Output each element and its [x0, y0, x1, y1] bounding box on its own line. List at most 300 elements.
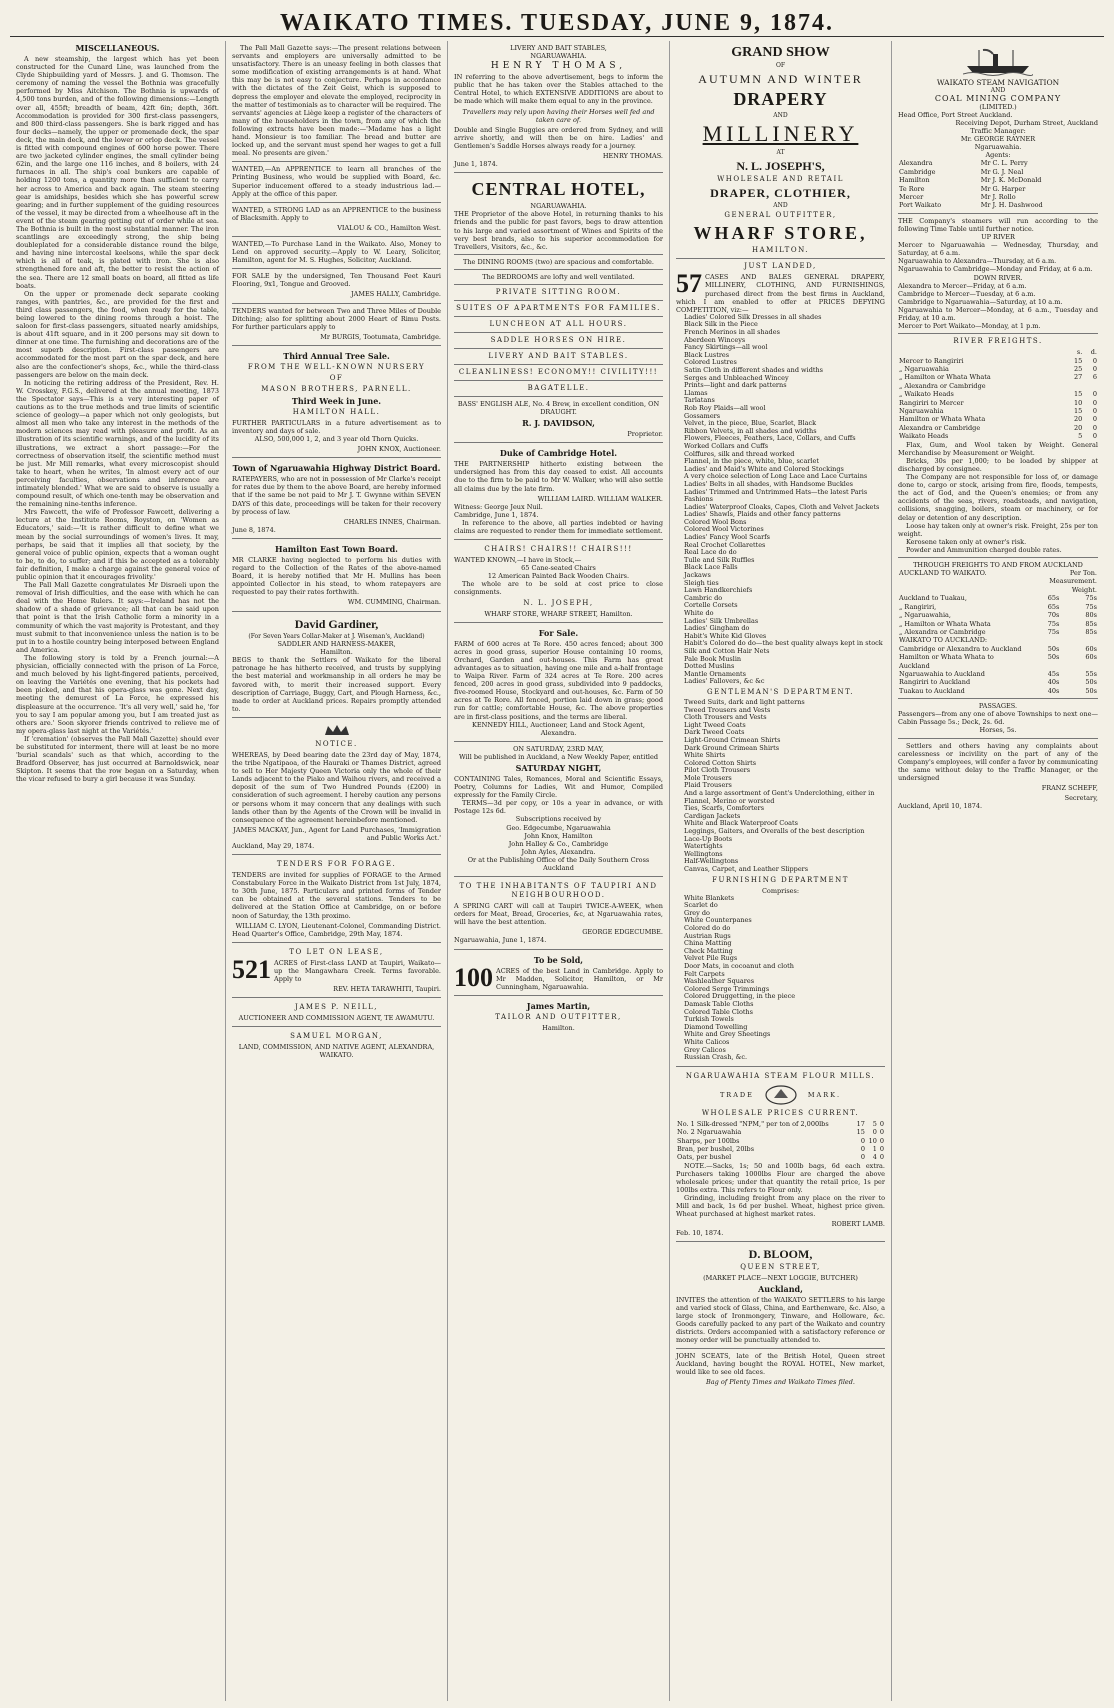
list-item: Cardigan Jackets	[684, 811, 741, 820]
agent-name: Mr G. Harper	[980, 184, 1026, 193]
east-town-board-ad	[232, 539, 441, 612]
list-item: Colored Lustres	[684, 358, 737, 367]
table-header-row	[898, 577, 1098, 594]
list-item: Ladies' Colored Silk Dresses in all shades	[684, 312, 822, 321]
grand-show-ad	[676, 41, 885, 1067]
table-row	[898, 628, 1098, 636]
list-item: Mantle Ornaments	[684, 669, 746, 678]
price-pounds: 0	[860, 1144, 865, 1153]
list-item: Black Lace Falls	[684, 563, 738, 572]
freight-d: 0	[1092, 398, 1097, 407]
list-item: Habit's Colored do do—the best quality always kept in stock	[684, 639, 883, 648]
ad-title: Town of Ngaruawahia Highway District Board.	[232, 463, 441, 474]
ad-line: (MARKET PLACE—NEXT LOGGIE, BUTCHER)	[703, 1273, 858, 1282]
weight: 80s	[1085, 611, 1097, 620]
ad-signature: VIALOU & CO., Hamilton West.	[337, 223, 441, 232]
steamship-icon	[963, 46, 1033, 76]
list-item: Turkish Towels	[684, 1015, 734, 1024]
list-item: Sleigh ties	[684, 578, 719, 587]
section-heading: PASSAGES.	[978, 702, 1018, 711]
ad-title: D. BLOOM,	[748, 1246, 813, 1261]
price-item: Bran, per bushel, 20lbs	[677, 1144, 755, 1153]
ad-line: 65 Cane-seated Chairs 12 American Painted Back Wooden Chairs.	[487, 564, 630, 581]
ad-text: NOTE.—Sacks, 1s; 50 and 100lb bags, 6d each extra. Purchasers taking 1000lbs Flour are charged the above wholesale prices; under that quantity the retail price, 1s per 100lbs extra. This refers to Flour only.	[676, 1161, 885, 1195]
freights-table	[898, 348, 1098, 440]
agent-place: Hamilton	[899, 176, 930, 185]
freight-route: Alexandra or Cambridge	[899, 423, 981, 432]
measurement: 50s	[1047, 653, 1060, 662]
list-item: Aberdeen Winceys	[684, 335, 746, 344]
freight-s	[1065, 382, 1083, 390]
ad-text: JOHN SCEATS, late of the British Hotel, Queen street Auckland, having bought the ROYAL HOTEL, New market, would like to see old faces.	[676, 1352, 885, 1377]
article-paragraph: On the upper or promenade deck separate cooking ranges, with pantries, &c., are provided for the first and third class passengers, the food, when ready for the table, being lowered to the dining rooms through a hoist. The saloon for first-class passengers, situated nearly amidships, is about 41ft square, and in it 200 persons may sit down to dinner at one time. The furnishing and decorations are of the most superb description. First-class passengers are accommodated for the most part on the spar deck, and here also are the confectioner's shops, &c., while the third-class passengers are below on the main deck.	[16, 289, 219, 379]
divider	[454, 300, 663, 301]
list-item: Colored do do	[684, 924, 731, 933]
list-item: Ladies' Waterproof Cloaks, Capes, Cloth and Velvet Jackets	[684, 502, 880, 511]
list-item: Ladies' and Maid's White and Colored Stockings	[684, 464, 844, 473]
hotel-line: BAGATELLE.	[527, 383, 590, 392]
list-item: Silk and Cotton Hair Nets	[684, 646, 770, 655]
schedule-line: Ngaruawahia to Mercer—Monday, at 6 a.m., Tuesday and Friday, at 10 a.m.	[898, 305, 1098, 322]
measurement: 40s	[1047, 678, 1060, 687]
freight-route: Waikato Heads	[899, 432, 949, 441]
table-row	[898, 603, 1098, 611]
list-item: Habit's White Kid Gloves	[684, 631, 767, 640]
table-row	[898, 159, 1098, 167]
column-header: AUCKLAND TO WAIKATO.	[899, 569, 987, 578]
ad-line: AND	[990, 87, 1006, 95]
freight-s: 15	[1074, 390, 1083, 399]
measurement: 50s	[1047, 644, 1060, 653]
table-row	[898, 168, 1098, 176]
ad-date: June 8, 1874.	[232, 525, 276, 534]
ad-signature: Mr BURGIS, Tootumata, Cambridge.	[320, 332, 441, 341]
freight-s: 20	[1074, 423, 1083, 432]
miscellaneous-heading: MISCELLANEOUS.	[75, 43, 160, 53]
table-header-row	[898, 348, 1098, 356]
ad-text: WANTED KNOWN,—I have in Stock,—	[454, 556, 582, 565]
ad-line: HAMILTON.	[752, 246, 809, 255]
list-item: Real Crochet Collarettes	[684, 540, 766, 549]
ad-line: WHOLESALE AND RETAIL	[717, 174, 844, 183]
freight-s: 20	[1074, 415, 1083, 424]
ad-line: N. L. JOSEPH'S,	[736, 158, 825, 173]
ad-text: TENDERS are invited for supplies of FORAGE to the Armed Constabulary Force in the Waikato District from 1st July, 1874, to 30th June, 1875. Particulars and printed forms of Tender can be obtained at the several stations. Tenders to be delivered at the Station Office at Cambridge, on or before noon of Saturday, the 13th proximo.	[232, 871, 441, 920]
trade-label: TRADE	[719, 1090, 754, 1099]
column-two	[226, 41, 448, 1701]
ad-signature: FRANZ SCHEFF,	[1041, 784, 1098, 792]
ad-text: INVITES the attention of the WAIKATO SETTLERS to his large and varied stock of Glass, China, and Earthenware, &c. Also, a large stock of Ironmongery, Tinware, and Holloware, &c. Goods carefully packed to any part of the Waikato and country districts. Orders accompanied with a satisfactory reference or money order will be punctually attended to.	[676, 1295, 885, 1345]
table-row	[898, 365, 1098, 373]
schedule-line: Cambridge to Mercer—Tuesday, at 6 a.m.	[898, 289, 1036, 298]
list-item: Watertights	[684, 842, 723, 851]
freight-d: 0	[1092, 365, 1097, 373]
ad-text: FOR SALE by the undersigned, Ten Thousand Feet Kauri Flooring, 9x1, Tongue and Grooved.	[232, 272, 441, 289]
price-pence: 0	[879, 1119, 884, 1128]
column-three	[448, 41, 670, 1701]
ad-signature: JAMES MACKAY, Jun., Agent for Land Purchases, 'Immigration and Public Works Act.'	[233, 825, 441, 842]
list-item: Colored Cotton Shirts	[684, 758, 757, 767]
price-pounds: 17	[856, 1119, 865, 1128]
hotel-line: LIVERY AND BAIT STABLES.	[488, 351, 629, 360]
freight-note: Powder and Ammunition charged double rates.	[906, 545, 1062, 554]
table-row	[898, 670, 1098, 678]
freight-s: 15	[1074, 407, 1083, 416]
ad-title: COAL MINING COMPANY	[934, 93, 1062, 103]
steam-navigation-ad	[898, 41, 1098, 814]
ad-signature: N. L. JOSEPH,	[523, 598, 594, 607]
list-item: A very choice selection of Long Lace and Lace Curtains	[684, 472, 868, 481]
table-row	[898, 373, 1098, 381]
ad-text: TENDERS wanted for between Two and Three Miles of Double Ditching; also for splitting about 2000 Heart of Rimu Posts. For further particulars apply to	[232, 306, 441, 331]
table-row	[898, 201, 1098, 209]
section-heading: FURNISHING DEPARTMENT	[712, 875, 849, 884]
ad-title: James Martin,	[526, 1000, 591, 1011]
ad-title: CHAIRS! CHAIRS!! CHAIRS!!!	[484, 545, 633, 554]
table-header-row	[898, 569, 1098, 577]
ad-signature: JOHN KNOX, Auctioneer.	[357, 445, 441, 454]
list-item: Black Lustres	[684, 350, 730, 359]
list-item: Flowers, Fleeces, Feathers, Lace, Collars, and Cuffs	[684, 434, 856, 443]
ad-text: MR CLARKE having neglected to perform his duties with regard to the Collection of the Rates of the above-named Board, it is hereby notified that Mr H. Mullins has been appointed Collector in his stead, to whom ratepayers are requested to pay their rates forthwith.	[232, 555, 441, 597]
ad-line: Geo. Edgecumbe, Ngaruawahia John Knox, Hamilton John Halley & Co., Cambridge John Ayles, Alexandra.	[506, 823, 611, 856]
ad-text: TERMS—3d per copy, or 10s a year in advance, or with Postage 12s 6d.	[454, 799, 663, 816]
divider	[898, 698, 1098, 699]
freight-d	[1083, 382, 1098, 390]
measurement: 40s	[1047, 686, 1060, 695]
table-row	[898, 424, 1098, 432]
freight-route: Mercer to Rangiriri	[899, 356, 964, 365]
weight: 55s	[1085, 669, 1097, 678]
ad-line: Hamilton.	[320, 648, 353, 657]
freight-route: „ Waikato Heads	[899, 390, 954, 399]
hotel-line: PRIVATE SITTING ROOM.	[495, 287, 622, 296]
list-item: Cambric do	[684, 593, 723, 602]
measurement: 70s	[1047, 611, 1060, 620]
freight-note: Kerosene taken only at owner's risk.	[906, 537, 1027, 546]
table-row	[898, 390, 1098, 398]
column-header: s.	[1076, 348, 1083, 357]
price-pounds: 0	[860, 1153, 865, 1162]
ad-title: NOTICE.	[315, 739, 358, 748]
ad-line: AUCTIONEER AND COMMISSION AGENT, TE AWAMUTU.	[238, 1014, 435, 1023]
ad-title: TO LET ON LEASE,	[289, 947, 384, 956]
table-row	[676, 1153, 885, 1161]
ad-line: LIVERY AND BAIT STABLES,	[510, 44, 607, 52]
freight-s: 27	[1074, 373, 1083, 382]
agent-name: Mr J. K. McDonald	[980, 176, 1042, 185]
column-header: Per Ton.	[1069, 569, 1097, 578]
ad-line: JUST LANDED,	[744, 262, 817, 271]
price-shillings: 0	[872, 1128, 877, 1137]
table-row	[898, 432, 1098, 440]
list-item: Prints—light and dark patterns	[684, 381, 787, 390]
table-row	[898, 382, 1098, 390]
pall-mall-article	[232, 41, 441, 162]
table-row	[676, 1120, 885, 1128]
section-heading: RIVER FREIGHTS.	[953, 337, 1043, 346]
table-row	[898, 678, 1098, 686]
ad-signature: R. J. DAVIDSON,	[522, 418, 595, 429]
ad-line: WHARF STORE, WHARF STREET, Hamilton.	[484, 609, 633, 618]
saturday-night-ad	[454, 742, 663, 877]
ad-line: Will be published in Auckland, a New Weekly Paper, entitled	[458, 752, 659, 761]
sold-acres-number: 100	[454, 962, 493, 992]
list-item: Canvas, Carpet, and Leather Slippers	[684, 865, 809, 873]
route: „ Alexandra or Cambridge	[899, 627, 986, 636]
table-row	[898, 594, 1098, 602]
ad-signature: JAMES HALLY, Cambridge.	[351, 290, 441, 299]
route: Ngaruawahia to Auckland	[899, 669, 985, 678]
ad-text: Settlers and others having any complaints about carelessness or incivility on the part of any of the Company's employees, will confer a favor by communicating the same without delay to the Traffic Manager, or the undersigned	[898, 741, 1098, 782]
price-shillings: 4	[872, 1153, 877, 1162]
ad-line: Auckland,	[758, 1283, 803, 1294]
morgan-ad	[232, 1027, 441, 1063]
ad-signature: REV. HETA TARAWHITI, Taupiri.	[333, 985, 441, 994]
table-row	[898, 645, 1098, 653]
ad-line: Receiving Depot, Durham Street, Auckland	[955, 118, 1098, 127]
list-item: Ties, Scarfs, Comforters	[684, 804, 765, 813]
ad-title: SAMUEL MORGAN,	[290, 1032, 383, 1041]
list-item: White Counterpanes	[684, 916, 752, 925]
ad-text: ACRES of the best Land in Cambridge. Apply to Mr Madden, Solicitor, Hamilton, or Mr Cunningham, Ngaruawahia.	[496, 966, 663, 991]
table-row	[898, 653, 1098, 670]
ad-line: OF	[329, 373, 344, 382]
freight-d: 0	[1092, 423, 1097, 432]
ad-title: For Sale.	[538, 627, 579, 638]
agent-name: Mr J. H. Dashwood	[980, 201, 1043, 210]
ditching-tenders-ad	[232, 304, 441, 346]
article-paragraph: The Pall Mall Gazette congratulates Mr Disraeli upon the removal of Irish difficulties, and the ease with which he can deal with the Home Rulers. It says:—Ireland has not the shadow of a shade of grievance; all that can be said upon that point is that the Irish Catholic form a minority in a community of which the vast majority is Protestant, and they must submit to that inconvenience unless the nation is to be put in to a hostile country being interposed between England and America.	[16, 581, 219, 654]
freight-route: „ Hamilton or Whata Whata	[899, 373, 991, 382]
ad-line: TAILOR AND OUTFITTER,	[495, 1012, 622, 1021]
highway-board-ad	[232, 458, 441, 539]
list-item: Pale Book Muslin	[684, 654, 742, 663]
schedule-line: Ngaruawahia to Alexandra—Thursday, at 6 a.m.	[898, 257, 1057, 266]
ad-title: TO THE INHABITANTS OF TAUPIRI AND NEIGHBOURHOOD.	[459, 882, 658, 900]
list-item: Door Mats, in cocoanut and cloth	[684, 962, 794, 971]
ad-title: To be Sold,	[533, 954, 584, 965]
list-item: Velvet Pile Rugs	[684, 954, 738, 963]
flooring-sale-ad	[232, 269, 441, 303]
ad-line: Head Office, Port Street Auckland.	[898, 110, 1013, 119]
list-item: Tweed Trousers and Vests	[684, 705, 771, 714]
ad-date: Ngaruawahia, June 1, 1874.	[454, 936, 547, 945]
ad-line: Hamilton.	[542, 1023, 575, 1032]
ad-title: David Gardiner,	[294, 616, 379, 631]
mill-emblem-icon	[764, 1084, 798, 1106]
list-item: Pilot Cloth Trousers	[684, 766, 751, 775]
farm-sale-ad	[454, 623, 663, 742]
divider	[454, 364, 663, 365]
taupiri-ad	[454, 877, 663, 949]
ad-text: The whole are to be sold at cost price to close consignments.	[454, 580, 663, 597]
table-row	[898, 357, 1098, 365]
ad-line: GENERAL OUTFITTER,	[724, 211, 837, 220]
list-item: Cortelle Corsets	[684, 601, 738, 610]
ad-date: Feb. 10, 1874.	[676, 1228, 724, 1237]
list-item: Real Lace do do	[684, 548, 737, 557]
list-item: Velvet, in the piece, Blue, Scarlet, Black	[684, 419, 817, 428]
gents-list	[676, 699, 885, 874]
column-four	[670, 41, 892, 1701]
drapery-list	[676, 314, 885, 686]
ad-line: DRAPER, CLOTHIER,	[710, 185, 851, 200]
list-item: Felt Carpets	[684, 969, 725, 978]
mark-label: MARK.	[807, 1090, 842, 1099]
ad-text: WANTED, a STRONG LAD as an APPRENTICE to the business of Blacksmith. Apply to	[232, 205, 441, 222]
ad-date: Cambridge, June 1, 1874.	[454, 510, 539, 519]
list-item: Dark Ground Crimean Shirts	[684, 743, 780, 752]
to-be-sold-ad	[454, 950, 663, 996]
agent-name: Mr G. J. Neal	[980, 167, 1024, 176]
weight: 75s	[1085, 594, 1097, 603]
ad-text: WANTED,—An APPRENTICE to learn all branches of the Printing Business, who would be supplied with Board, &c. Superior inducement offered to a steady industrious lad.—Apply at the office of this paper.	[232, 165, 441, 198]
price-item: No. 1 Silk-dressed "NPM," per ton of 2,000lbs	[677, 1119, 829, 1128]
schedule-line: Cambridge to Ngaruawahia—Saturday, at 10 a.m.	[898, 297, 1063, 306]
flour-price-table	[676, 1120, 885, 1162]
ad-line: Mr. GEORGE RAYNER	[960, 135, 1036, 144]
freight-d: 0	[1092, 415, 1097, 424]
freight-d: 0	[1092, 432, 1097, 441]
schedule-line: Ngaruawahia to Cambridge—Monday and Friday, at 6 a.m.	[898, 265, 1093, 274]
hotel-line: BASS' ENGLISH ALE, No. 4 Brew, in excellent condition, ON DRAUGHT.	[457, 399, 660, 417]
column-header: WAIKATO TO AUCKLAND:	[899, 636, 988, 645]
agent-place: Alexandra	[899, 159, 933, 168]
flour-mills-ad	[676, 1067, 885, 1242]
ad-title: SATURDAY NIGHT,	[515, 762, 602, 773]
ad-text: Grinding, including freight from any place on the river to Mill and back, 1s 6d per bushel. Wheat, highest price given. Wheat purchased at highest market rates.	[676, 1194, 885, 1219]
divider	[454, 348, 663, 349]
masthead: WAIKATO TIMES. TUESDAY, JUNE 9, 1874.	[10, 10, 1104, 37]
list-item: Gossamers	[684, 411, 721, 420]
ad-line: DRAPERY	[733, 88, 828, 109]
notice-ad	[232, 718, 441, 855]
hotel-line: CLEANLINESS! ECONOMY!! CIVILITY!!!	[458, 367, 659, 376]
through-freights-table	[898, 569, 1098, 695]
ad-line: FROM THE WELL-KNOWN NURSERY	[247, 362, 426, 371]
ad-line: HAMILTON HALL.	[292, 407, 381, 416]
list-item: Light Tweed Coats	[684, 720, 746, 729]
ad-signature: Secretary,	[1064, 794, 1098, 803]
ad-date: Head Quarter's Office, Cambridge, 29th May, 1874.	[232, 929, 403, 938]
ad-line: ALSO, 500,000 1, 2, and 3 year old Thorn Quicks.	[254, 435, 419, 444]
divider	[898, 557, 1098, 558]
price-heading: WHOLESALE PRICES CURRENT.	[701, 1108, 860, 1117]
ad-text: A SPRING CART will call at Taupiri TWICE-A-WEEK, when orders for Meat, Bread, Groceries, &c, at Ngaruawahia rates, will have the best attention.	[454, 902, 663, 927]
section-heading: GENTLEMAN'S DEPARTMENT.	[707, 687, 854, 696]
ad-title: HENRY THOMAS,	[490, 61, 627, 72]
table-row	[676, 1137, 885, 1145]
price-pence: 0	[879, 1128, 884, 1137]
ad-title: Hamilton East Town Board.	[275, 543, 398, 554]
list-item: China Matting	[684, 939, 732, 948]
list-item: Tweed Suits, dark and light patterns	[684, 697, 805, 706]
ad-line: Horses, 5s.	[979, 726, 1017, 735]
divider	[454, 284, 663, 285]
blacksmith-ad	[232, 203, 441, 237]
column-miscellaneous	[10, 41, 226, 1701]
ad-text: Double and Single Buggies are ordered from Sydney, and will arrive shortly, and will then be on hire. Ladies' and Gentlemen's Saddle Horses always ready for a journey.	[454, 125, 663, 150]
list-item: Grey Calicos	[684, 1045, 726, 1054]
ad-text: THE Company's steamers will run according to the following Time Table until further notice.	[898, 216, 1098, 233]
list-item: Llamas	[684, 388, 708, 397]
ad-line: Ngaruawahia.	[974, 143, 1022, 152]
divider	[898, 333, 1098, 334]
forage-tenders-ad	[232, 855, 441, 943]
measurement: 65s	[1047, 594, 1060, 603]
ad-line: Agents:	[985, 151, 1011, 160]
ad-signature: HENRY THOMAS.	[602, 152, 663, 161]
ad-line: AT	[776, 149, 785, 157]
route: Tuakau to Auckland	[899, 686, 965, 695]
list-item: Diamond Towelling	[684, 1022, 748, 1031]
freight-d: 0	[1092, 356, 1097, 365]
list-item: French Merinos in all shades	[684, 328, 780, 337]
freight-d: 0	[1092, 407, 1097, 416]
list-item: Colored Druggetting, in the piece	[684, 992, 796, 1001]
section-heading: THROUGH FREIGHTS TO AND FROM AUCKLAND	[913, 560, 1083, 569]
ad-line: NGARUAWAHIA.	[530, 52, 587, 61]
price-pounds: 0	[860, 1136, 865, 1145]
ad-line: MILLINERY	[702, 121, 859, 147]
route: Hamilton or Whata Whata to Auckland	[899, 653, 994, 670]
ad-text: WHEREAS, by Deed bearing date the 23rd day of May, 1874, the tribe Ngatipaoa, of the Hauraki or Thames District, agreed to sell to Her Majesty Queen Victoria only the whole of their Lands adjacent to the Piako and Waihou rivers, and received a deposit of the sum of Two Hundred Pounds (£200) in consideration of such agreement. I hereby caution any persons or persons whom it may concern that any dealings with such lands other than by the Agents of the Crown will be invalid in consequence of the agreement hereinbefore mentioned.	[232, 750, 441, 824]
ad-line: (For Seven Years Collar-Maker at J. Wiseman's, Auckland)	[248, 632, 425, 640]
list-item: Colored Serge Trimmings	[684, 984, 770, 993]
list-item: Light-Ground Crimean Shirts	[684, 735, 781, 744]
weight: 50s	[1085, 686, 1097, 695]
livery-stables-ad	[454, 41, 663, 173]
list-item: Washleather Squares	[684, 977, 755, 986]
table-row	[898, 687, 1098, 695]
ad-title: CENTRAL HOTEL,	[471, 179, 646, 200]
ad-signature: GEORGE EDGECUMBE.	[582, 928, 663, 937]
list-item: Dotted Muslins	[684, 662, 735, 671]
list-item: Ladies' Trimmed and Untrimmed Hats—the latest Paris Fashions	[684, 487, 868, 504]
list-item: Jackaws	[684, 571, 711, 580]
list-item: White and Black Waterproof Coats	[684, 819, 798, 828]
list-item: Black Silk in the Piece	[684, 320, 758, 329]
ad-signature: CHARLES INNES, Chairman.	[343, 517, 441, 526]
ad-line: QUEEN STREET,	[740, 1262, 821, 1271]
list-item: Colored Wool Bons	[684, 517, 747, 526]
article-paragraph: The following story is told by a French journal:—A physician, officially connected with the prison of La Force, and much beloved by his light-fingered patients, perceived, on leaving the Variétés one evening, that his pockets had been picked, and that his opera-glass was gone. Next day, meeting the demurest of La Force, he expressed his displeasure at the occurrence. 'It's all very well,' said he, 'for you to say I am popular among you, but I am treated just as others are.' Soon skyorer friends contrived to relieve me of my opera-glass last night at the Variétés.'	[16, 653, 219, 735]
ad-title: Duke of Cambridge Hotel.	[499, 448, 618, 459]
column-five	[892, 41, 1104, 1701]
list-item: Flannel, in the piece, white, blue, scarlet	[684, 457, 819, 466]
freight-d: 6	[1092, 373, 1097, 382]
crown-icon	[322, 723, 352, 737]
list-item: Leggings, Gaiters, and Overalls of the best description	[684, 827, 865, 836]
weight: 85s	[1085, 627, 1097, 636]
neill-ad	[232, 998, 441, 1027]
table-row	[898, 620, 1098, 628]
ad-line: AND	[773, 111, 788, 119]
tree-sale-ad	[232, 346, 441, 458]
route: „ Ngaruawahia,	[899, 611, 951, 620]
table-row	[898, 193, 1098, 201]
ad-line: Traffic Manager:	[970, 127, 1026, 136]
freight-s: 25	[1074, 365, 1083, 373]
list-item: Mole Trousers	[684, 773, 732, 782]
agent-place: Te Rore	[899, 184, 925, 193]
weight: 85s	[1085, 619, 1097, 628]
ad-line: WHARF STORE,	[693, 223, 868, 244]
freight-route: „ Ngaruawahia	[899, 365, 949, 373]
section-heading: DOWN RIVER.	[973, 273, 1023, 282]
apprentice-ad	[232, 162, 441, 202]
